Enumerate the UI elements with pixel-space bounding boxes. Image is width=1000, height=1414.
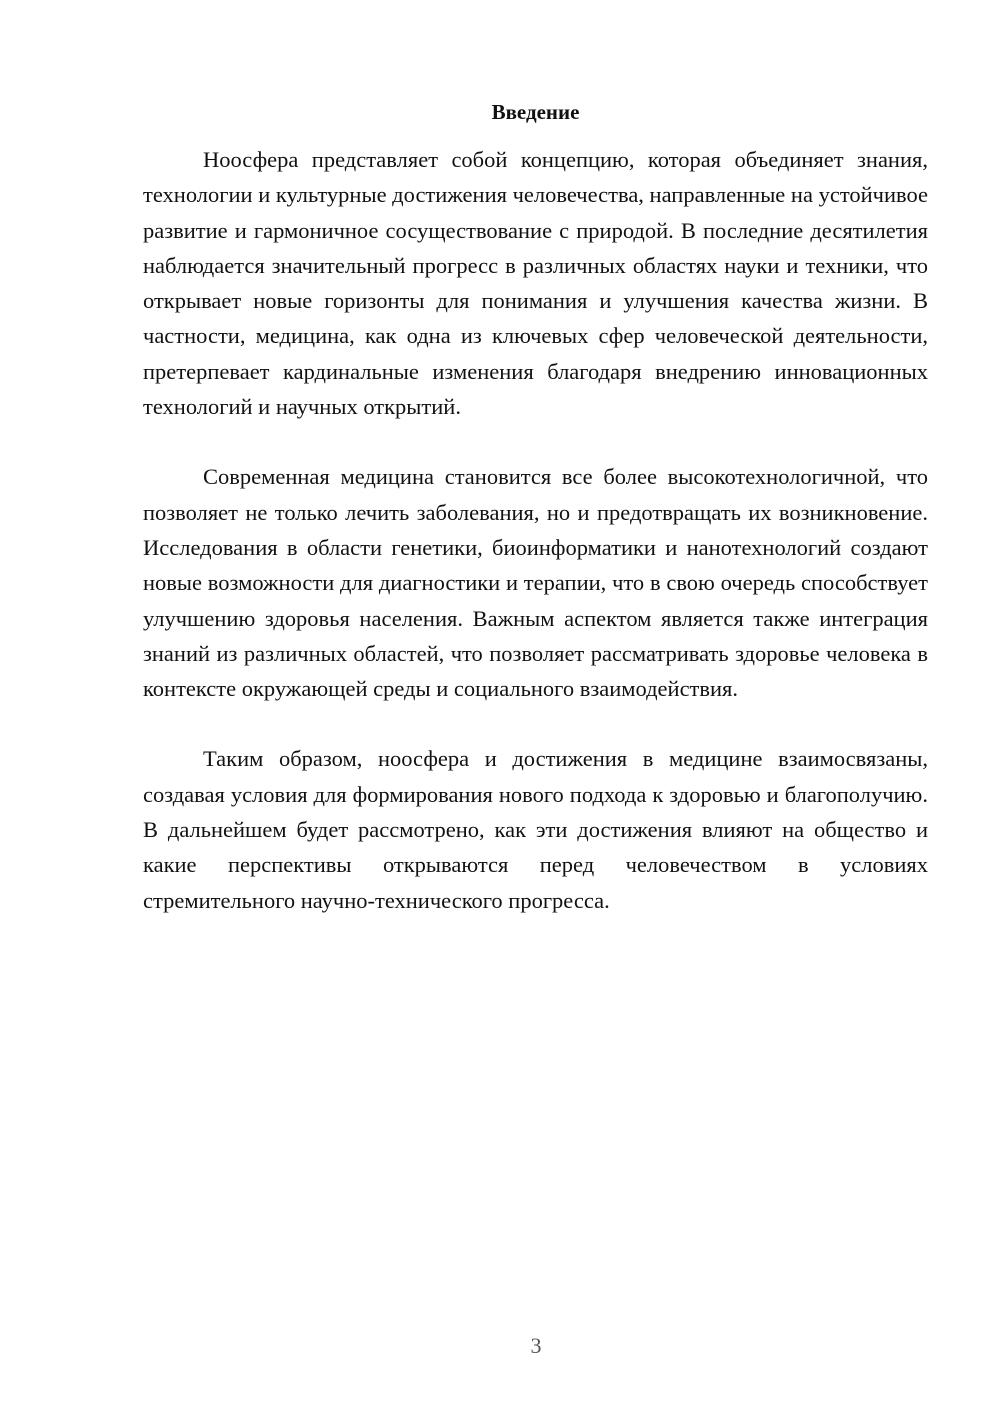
paragraph-3: Таким образом, ноосфера и достижения в медицине взаимосвязаны, создавая условия для формирования нового подхода к здоровью и благополучию. В дальнейшем будет рассмотрено, как эти достижения влияют на общество и какие перспективы открываются перед человечеством в условиях стремительного научно-технического прогресса. [143,746,928,913]
section-heading: Введение [491,100,580,124]
paragraph-2: Современная медицина становится все более высокотехнологичной, что позволяет не только лечить заболевания, но и предотвращать их возникновение. Исследования в области генетики, биоинформатики и нанотехнологий создают новые возможности для диагностики и терапии, что в свою очередь способствует улучшению здоровья населения. Важным аспектом является также интеграция знаний из различных областей, что позволяет рассматривать здоровье человека в контексте окружающей среды и социального взаимодействия. [143,464,928,702]
body-text [143,142,928,953]
paragraph-1: Ноосфера представляет собой концепцию, которая объединяет знания, технологии и культурные достижения человечества, направленные на устойчивое развитие и гармоничное сосуществование с природой. В последние десятилетия наблюдается значительный прогресс в различных областях науки и техники, что открывает новые горизонты для понимания и улучшения качества жизни. В частности, медицина, как одна из ключевых сфер человеческой деятельности, претерпевает кардинальные изменения благодаря внедрению инновационных технологий и научных открытий. [143,147,928,420]
page-number: 3 [530,1333,542,1358]
